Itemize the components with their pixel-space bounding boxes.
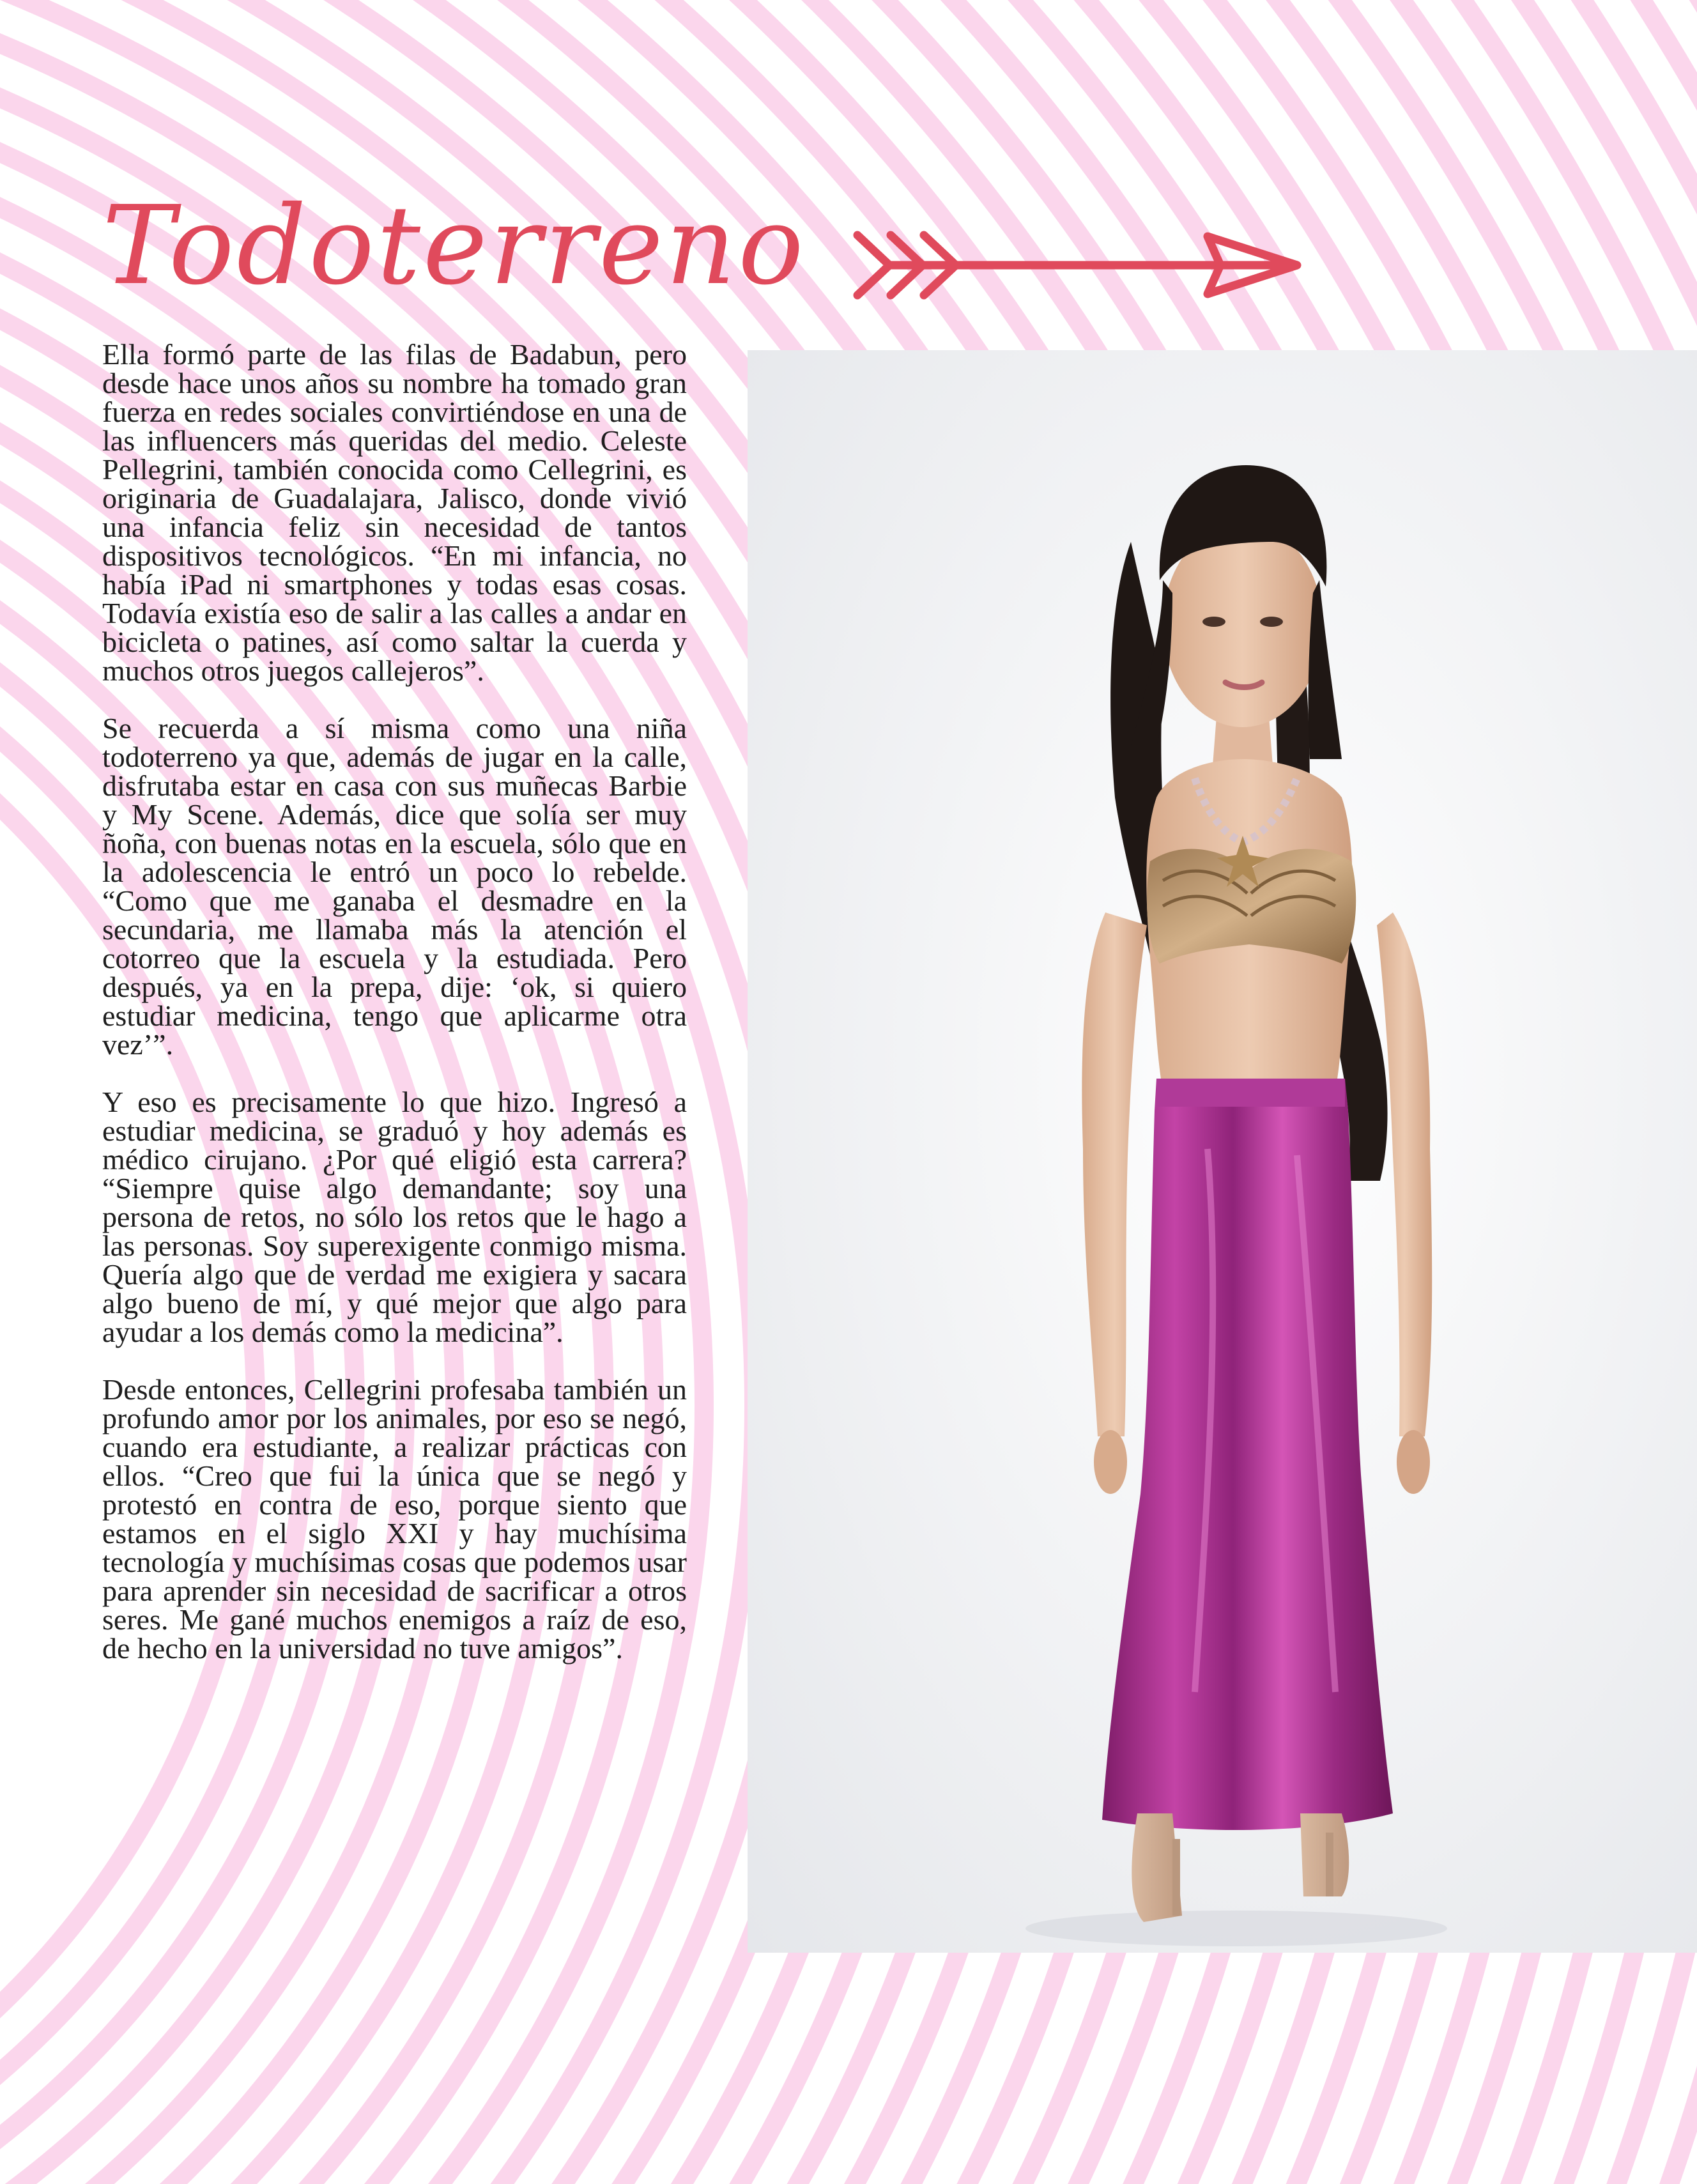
paragraph: Desde entonces, Cellegrini profesaba también un profundo amor por los animales, por eso se negó, cuando era estudiante, a realizar prácticas con ellos. “Creo que fui la única que se negó y protestó en contra de eso, porque siento que estamos en el siglo XXI y hay muchísima tecnología y muchísimas cosas que podemos usar para aprender sin necesidad de sacrificar a otros seres. Me gané muchos enemigos a raíz de eso, de hecho en la universidad no tuve amigos”.	[102, 1373, 687, 1665]
paragraph: Ella formó parte de las filas de Badabun, pero desde hace unos años su nombre ha tomado gran fuerza en redes sociales convirtiéndose en una de las influencers más queridas del medio. Celeste Pellegrini, también conocida como Cellegrini, es originaria de Guadalajara, Jalisco, donde vivió una infancia feliz sin necesidad de tantos dispositivos tecnológicos. “En mi infancia, no había iPad ni smartphones y todas esas cosas. Todavía existía eso de salir a las calles a andar en bicicleta o patines, así como saltar la cuerda y muchos otros juegos callejeros”.	[102, 338, 687, 687]
title-block	[102, 173, 806, 319]
arrow-right-icon	[850, 217, 1310, 313]
model-photo	[748, 350, 1697, 1953]
article-body	[102, 340, 687, 1691]
paragraph: Se recuerda a sí misma como una niña todoterreno ya que, además de jugar en la calle, disfrutaba estar en casa con sus muñecas Barbie y My Scene. Además, dice que solía ser muy ñoña, con buenas notas en la escuela, sólo que en la adolescencia le entró un poco lo rebelde. “Como que me ganaba el desmadre en la secundaria, me llamaba más la atención el cotorreo que la escuela y la estudiada. Pero después, ya en la prepa, dije: ‘ok, si quiero estudiar medicina, tengo que aplicarme otra vez’”.	[102, 712, 687, 1061]
page-title: Todoterreno	[102, 183, 806, 309]
paragraph: Y eso es precisamente lo que hizo. Ingresó a estudiar medicina, se graduó y hoy además es médico cirujano. ¿Por qué eligió esta carrera? “Siempre quise algo demandante; soy una persona de retos, no sólo los retos que le hago a las personas. Soy superexigente conmigo misma. Quería algo que de verdad me exigiera y sacara algo bueno de mí, y qué mejor que algo para ayudar a los demás como la medicina”.	[102, 1086, 687, 1348]
